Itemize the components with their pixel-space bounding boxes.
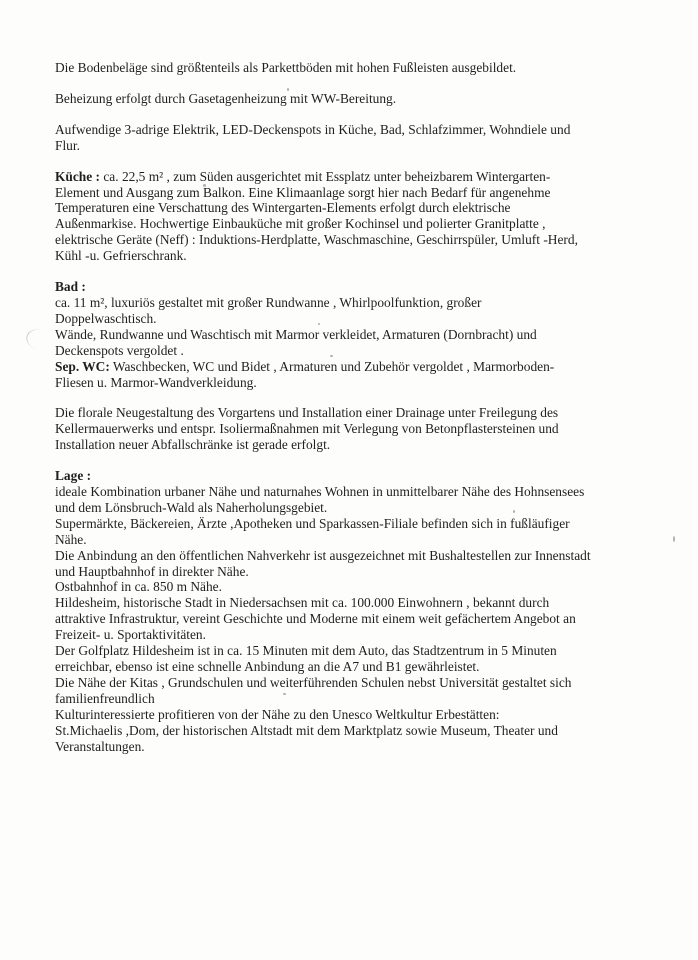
text-line: Wände, Rundwanne und Waschtisch mit Marmor verkleidet, Armaturen (Dornbracht) und: [55, 326, 537, 342]
paragraph-elektrik: [55, 122, 610, 154]
text-line: Die florale Neugestaltung des Vorgartens und Installation einer Drainage unter Freilegung des: [55, 405, 559, 421]
section-garten: [55, 405, 610, 453]
scan-speck: [673, 536, 675, 542]
text-line: elektrische Geräte (Neff) : Induktions-Herdplatte, Waschmaschine, Geschirrspüler, Umluft -Herd,: [55, 232, 578, 248]
paragraph-beheizung: [55, 91, 610, 107]
text-line: Kühl -u. Gefrierschrank.: [55, 248, 187, 264]
kueche-label: Küche :: [55, 168, 101, 184]
text-line: Aufwendige 3-adrige Elektrik, LED-Deckenspots in Küche, Bad, Schlafzimmer, Wohndiele und: [55, 121, 571, 137]
text-line: und dem Lönsbruch-Wald als Naherholungsgebiet.: [55, 499, 328, 515]
margin-scribble: [23, 326, 55, 354]
bad-heading: Bad :: [55, 279, 86, 295]
text-line: [55, 359, 610, 375]
text-line: Temperaturen eine Verschattung des Wintergarten-Elements erfolgt durch elektrische: [55, 200, 511, 216]
text-line: Beheizung erfolgt durch Gasetagenheizung mit WW-Bereitung.: [55, 90, 397, 106]
kueche-first-line: ca. 22,5 m² , zum Süden ausgerichtet mit Essplatz unter beheizbarem Wintergarten-: [100, 168, 551, 184]
section-lage: [55, 468, 610, 754]
section-kueche: [55, 169, 610, 264]
text-line: Außenmarkise. Hochwertige Einbauküche mit großer Kochinsel und polierter Granitplatte ,: [55, 216, 546, 232]
text-line: Element und Ausgang zum Balkon. Eine Klimaanlage sorgt hier nach Bedarf für angenehme: [55, 184, 551, 200]
wc-label: Sep. WC:: [55, 358, 110, 374]
text-line: [55, 169, 610, 185]
text-line: Ostbahnhof in ca. 850 m Nähe.: [55, 579, 222, 595]
paragraph-bodenbelaege: [55, 60, 610, 76]
text-line: ideale Kombination urbaner Nähe und naturnahes Wohnen in unmittelbarer Nähe des Hohnsensees: [55, 484, 585, 500]
text-line: Die Nähe der Kitas , Grundschulen und weiterführenden Schulen nebst Universität gestaltet sich: [55, 674, 572, 690]
text-line: attraktive Infrastruktur, vereint Geschichte und Moderne mit einem weit gefächertem Angebot an: [55, 611, 576, 627]
text-line: Kellermauerwerks und entspr. Isoliermaßnahmen mit Verlegung von Betonpflastersteinen und: [55, 421, 559, 437]
text-line: erreichbar, ebenso ist eine schnelle Anbindung an die A7 und B1 gewährleistet.: [55, 659, 480, 674]
text-line: Die Anbindung an den öffentlichen Nahverkehr ist ausgezeichnet mit Bushaltestellen zur Innenstadt: [55, 547, 591, 563]
text-line: Hildesheim, historische Stadt in Niedersachsen mit ca. 100.000 Einwohnern , bekannt durch: [55, 595, 550, 611]
text-line: und Hauptbahnhof in direkter Nähe.: [55, 563, 249, 579]
text-line: Supermärkte, Bäckereien, Ärzte ,Apotheken und Sparkassen-Filiale befinden sich in fußläufiger: [55, 515, 570, 531]
text-line: Installation neuer Abfallschränke ist gerade erfolgt.: [55, 437, 331, 453]
text-line: ca. 11 m², luxuriös gestaltet mit großer Rundwanne , Whirlpoolfunktion, großer: [55, 294, 482, 310]
text-line: Veranstaltungen.: [55, 738, 145, 754]
text-line: Deckenspots vergoldet .: [55, 342, 184, 358]
text-line: Nähe.: [55, 531, 87, 547]
lage-heading: Lage :: [55, 468, 92, 484]
text-line: Der Golfplatz Hildesheim ist in ca. 15 Minuten mit dem Auto, das Stadtzentrum in 5 Minuten: [55, 643, 557, 659]
text-line: Flur.: [55, 137, 80, 153]
text-line: Kulturinteressierte profitieren von der Nähe zu den Unesco Weltkultur Erbestätten:: [55, 706, 500, 722]
text-line: Die Bodenbeläge sind größtenteils als Parkettböden mit hohen Fußleisten ausgebildet.: [55, 60, 517, 75]
document-body: [55, 60, 610, 769]
text-line: familienfreundlich: [55, 690, 155, 706]
text-line: St.Michaelis ,Dom, der historischen Altstadt mit dem Marktplatz sowie Museum, Theater und: [55, 722, 558, 738]
wc-first-line: Waschbecken, WC und Bidet , Armaturen und Zubehör vergoldet , Marmorboden-: [109, 358, 555, 374]
section-bad: [55, 279, 610, 390]
text-line: Fliesen u. Marmor-Wandverkleidung.: [55, 374, 257, 390]
text-line: Doppelwaschtisch.: [55, 310, 157, 326]
text-line: Freizeit- u. Sportaktivitäten.: [55, 627, 206, 643]
